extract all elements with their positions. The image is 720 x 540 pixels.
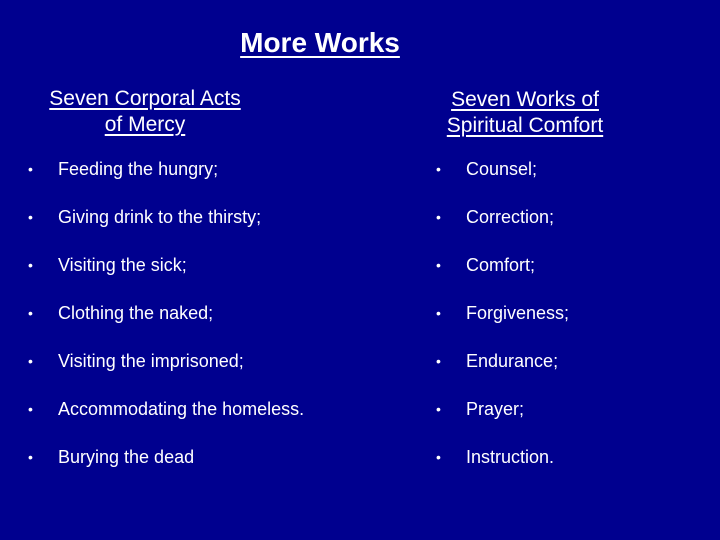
list-item <box>436 445 696 493</box>
list-item-text: Giving drink to the thirsty; <box>58 207 262 227</box>
list-item-text: Comfort; <box>466 255 536 275</box>
spiritual-comfort-list <box>436 157 696 493</box>
bullet-icon: • <box>436 257 441 273</box>
left-heading-line-1: Seven Corporal Acts <box>49 87 241 110</box>
right-heading-line-2: Spiritual Comfort <box>446 114 604 137</box>
left-column-heading <box>26 86 264 138</box>
bullet-icon: • <box>28 449 33 465</box>
bullet-icon: • <box>436 161 441 177</box>
bullet-icon: • <box>28 161 33 177</box>
corporal-acts-list <box>28 157 408 493</box>
bullet-icon: • <box>28 353 33 369</box>
bullet-icon: • <box>28 209 33 225</box>
slide-title: More Works <box>240 27 400 58</box>
list-item <box>436 253 696 301</box>
list-item <box>28 349 408 397</box>
list-item <box>28 253 408 301</box>
list-item-text: Endurance; <box>466 351 559 371</box>
list-item-text: Burying the dead <box>58 447 195 467</box>
list-item-text: Feeding the hungry; <box>58 159 219 179</box>
right-column-heading <box>426 87 624 139</box>
list-item <box>436 397 696 445</box>
bullet-icon: • <box>28 305 33 321</box>
list-item <box>436 205 696 253</box>
left-heading-line-2: of Mercy <box>104 113 186 136</box>
right-heading-line-1: Seven Works of <box>451 88 599 111</box>
list-item <box>28 205 408 253</box>
list-item <box>28 397 408 445</box>
list-item <box>28 157 408 205</box>
bullet-icon: • <box>436 305 441 321</box>
list-item-text: Correction; <box>466 207 555 227</box>
bullet-icon: • <box>436 353 441 369</box>
list-item-text: Clothing the naked; <box>58 303 214 323</box>
bullet-icon: • <box>28 257 33 273</box>
list-item <box>28 445 408 493</box>
bullet-icon: • <box>436 401 441 417</box>
bullet-icon: • <box>436 449 441 465</box>
list-item-text: Instruction. <box>466 447 555 467</box>
list-item <box>28 301 408 349</box>
list-item <box>436 349 696 397</box>
list-item <box>436 301 696 349</box>
list-item-text: Visiting the sick; <box>58 255 187 275</box>
bullet-icon: • <box>28 401 33 417</box>
list-item-text: Counsel; <box>466 159 538 179</box>
bullet-icon: • <box>436 209 441 225</box>
list-item-text: Visiting the imprisoned; <box>58 351 244 371</box>
list-item-text: Forgiveness; <box>466 303 570 323</box>
list-item <box>436 157 696 205</box>
list-item-text: Prayer; <box>466 399 525 419</box>
list-item-text: Accommodating the homeless. <box>58 399 305 419</box>
